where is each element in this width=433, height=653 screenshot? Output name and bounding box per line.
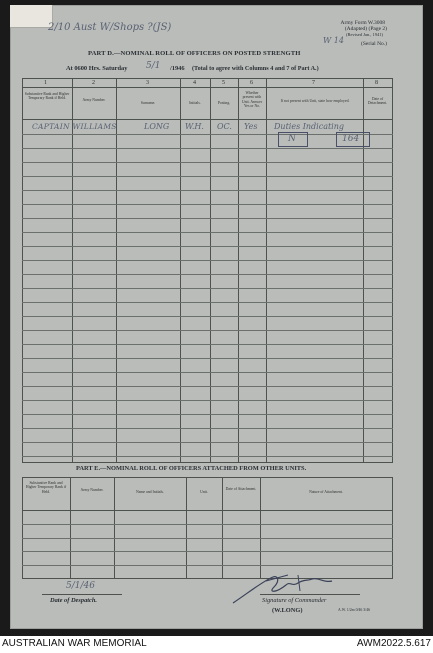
row1-present: Yes	[244, 122, 258, 131]
part-d-title: PART D.—NOMINAL ROLL OF OFFICERS ON POSTED STRENGTH	[88, 50, 301, 57]
ruled-line	[22, 372, 393, 373]
date-handwritten: 5/1	[146, 61, 161, 71]
ruled-line	[22, 162, 393, 163]
col-header-present: Whether present with Unit. Answer Yes or No.	[241, 91, 263, 109]
ruled-line	[22, 232, 393, 233]
ruled-line	[22, 442, 393, 443]
e-header-name: Name and Initials.	[136, 490, 164, 494]
col-number-3: 3	[146, 80, 149, 86]
corner-patch	[10, 5, 53, 28]
at-hours-label: At 0600 Hrs. Saturday	[66, 65, 128, 72]
part-e-title: PART E.—NOMINAL ROLL OF OFFICERS ATTACHED FROM OTHER UNITS.	[76, 465, 307, 472]
col-number-row-line	[22, 87, 393, 88]
ruled-line	[22, 400, 393, 401]
row1-box-b-text: 164	[342, 134, 360, 144]
print-note: A.W. 1/2m 0/46 3/46	[338, 608, 371, 612]
col-number-2: 2	[92, 80, 95, 86]
col-header-surname: Surname.	[140, 101, 156, 105]
serial-handwritten: W 14	[323, 36, 344, 45]
col-divider	[266, 78, 267, 462]
ruled-line	[22, 260, 393, 261]
ruled-line	[22, 565, 393, 566]
col-number-4: 4	[193, 80, 196, 86]
col-header-employment: If not present with Unit, state how employed.	[280, 99, 350, 103]
col-header-army-number: Army Number.	[82, 98, 106, 102]
revised-label: (Revised Jan., 1941)	[346, 32, 383, 37]
col-divider	[238, 78, 239, 462]
ruled-line	[22, 538, 393, 539]
col-divider	[116, 78, 117, 462]
ruled-line	[22, 218, 393, 219]
ruled-line	[22, 274, 393, 275]
footer-left: AUSTRALIAN WAR MEMORIAL	[2, 638, 147, 649]
ruled-line	[22, 386, 393, 387]
row1-employment: Duties Indicating	[274, 122, 345, 131]
despatch-date-handwritten: 5/1/46	[66, 581, 95, 591]
col-divider	[222, 477, 223, 578]
ruled-line	[22, 288, 393, 289]
e-header-date: Date of Attachment.	[225, 487, 257, 491]
archive-footer	[0, 636, 433, 653]
ruled-line	[22, 302, 393, 303]
form-page	[10, 5, 423, 629]
col-number-1: 1	[44, 80, 47, 86]
col-header-posting: Posting.	[217, 101, 231, 105]
e-header-unit: Unit.	[200, 490, 208, 494]
col-header-initials: Initials.	[189, 101, 201, 105]
col-divider	[210, 78, 211, 462]
ruled-line	[22, 204, 393, 205]
ruled-line	[22, 246, 393, 247]
serial-label: (Serial No.)	[361, 41, 387, 47]
unit-handwritten: 2/10 Aust W/Shops ?(JS)	[48, 22, 172, 33]
signature-line	[260, 594, 360, 595]
col-number-6: 6	[250, 80, 253, 86]
row1-rank: CAPTAIN WILLIAMS	[32, 122, 117, 131]
e-header-nature: Nature of Attachment.	[309, 490, 343, 494]
row1-surname: LONG	[144, 122, 170, 131]
ruled-line	[22, 524, 393, 525]
ruled-line	[22, 148, 393, 149]
e-header-army-number: Army Number.	[80, 488, 104, 492]
e-header-rank: Substantive Rank and Higher Temporary Rank if Held.	[25, 481, 67, 494]
col-divider	[186, 477, 187, 578]
col-header-detachment: Date of Detachment.	[367, 97, 388, 106]
col-divider	[260, 477, 261, 578]
ruled-line	[22, 428, 393, 429]
col-number-8: 8	[375, 80, 378, 86]
row1-box-a-text: N	[288, 134, 296, 144]
despatch-line	[42, 594, 122, 595]
total-note: (Total to agree with Columns 4 and 7 of Part A.)	[192, 65, 319, 72]
col-number-7: 7	[312, 80, 315, 86]
ruled-line	[22, 190, 393, 191]
ruled-line	[22, 551, 393, 552]
row1-posting: OC.	[217, 122, 232, 131]
row1-initials: W.H.	[185, 122, 204, 131]
col-header-rank: Substantive Rank and Higher Temporary Rank if Held.	[24, 92, 70, 101]
ruled-line	[22, 316, 393, 317]
ruled-line	[22, 414, 393, 415]
ruled-line	[22, 344, 393, 345]
header-bottom-line	[22, 119, 393, 120]
footer-right: AWM2022.5.617	[356, 638, 431, 649]
col-divider	[70, 477, 71, 578]
part-e-header-line	[22, 510, 393, 511]
year-label: /1946	[170, 65, 185, 72]
despatch-label: Date of Despatch.	[50, 597, 98, 604]
col-divider	[114, 477, 115, 578]
commander-name: (W.LONG)	[272, 607, 303, 614]
col-number-5: 5	[222, 80, 225, 86]
ruled-line	[22, 176, 393, 177]
col-divider	[180, 78, 181, 462]
adapted-label: (Adapted) (Page 2)	[344, 26, 387, 32]
ruled-line	[22, 456, 393, 457]
signature-label: Signature of Commander	[262, 597, 327, 604]
ruled-line	[22, 330, 393, 331]
ruled-line	[22, 358, 393, 359]
col-divider	[72, 78, 73, 462]
army-form-label: Army Form W.3008	[340, 20, 385, 26]
